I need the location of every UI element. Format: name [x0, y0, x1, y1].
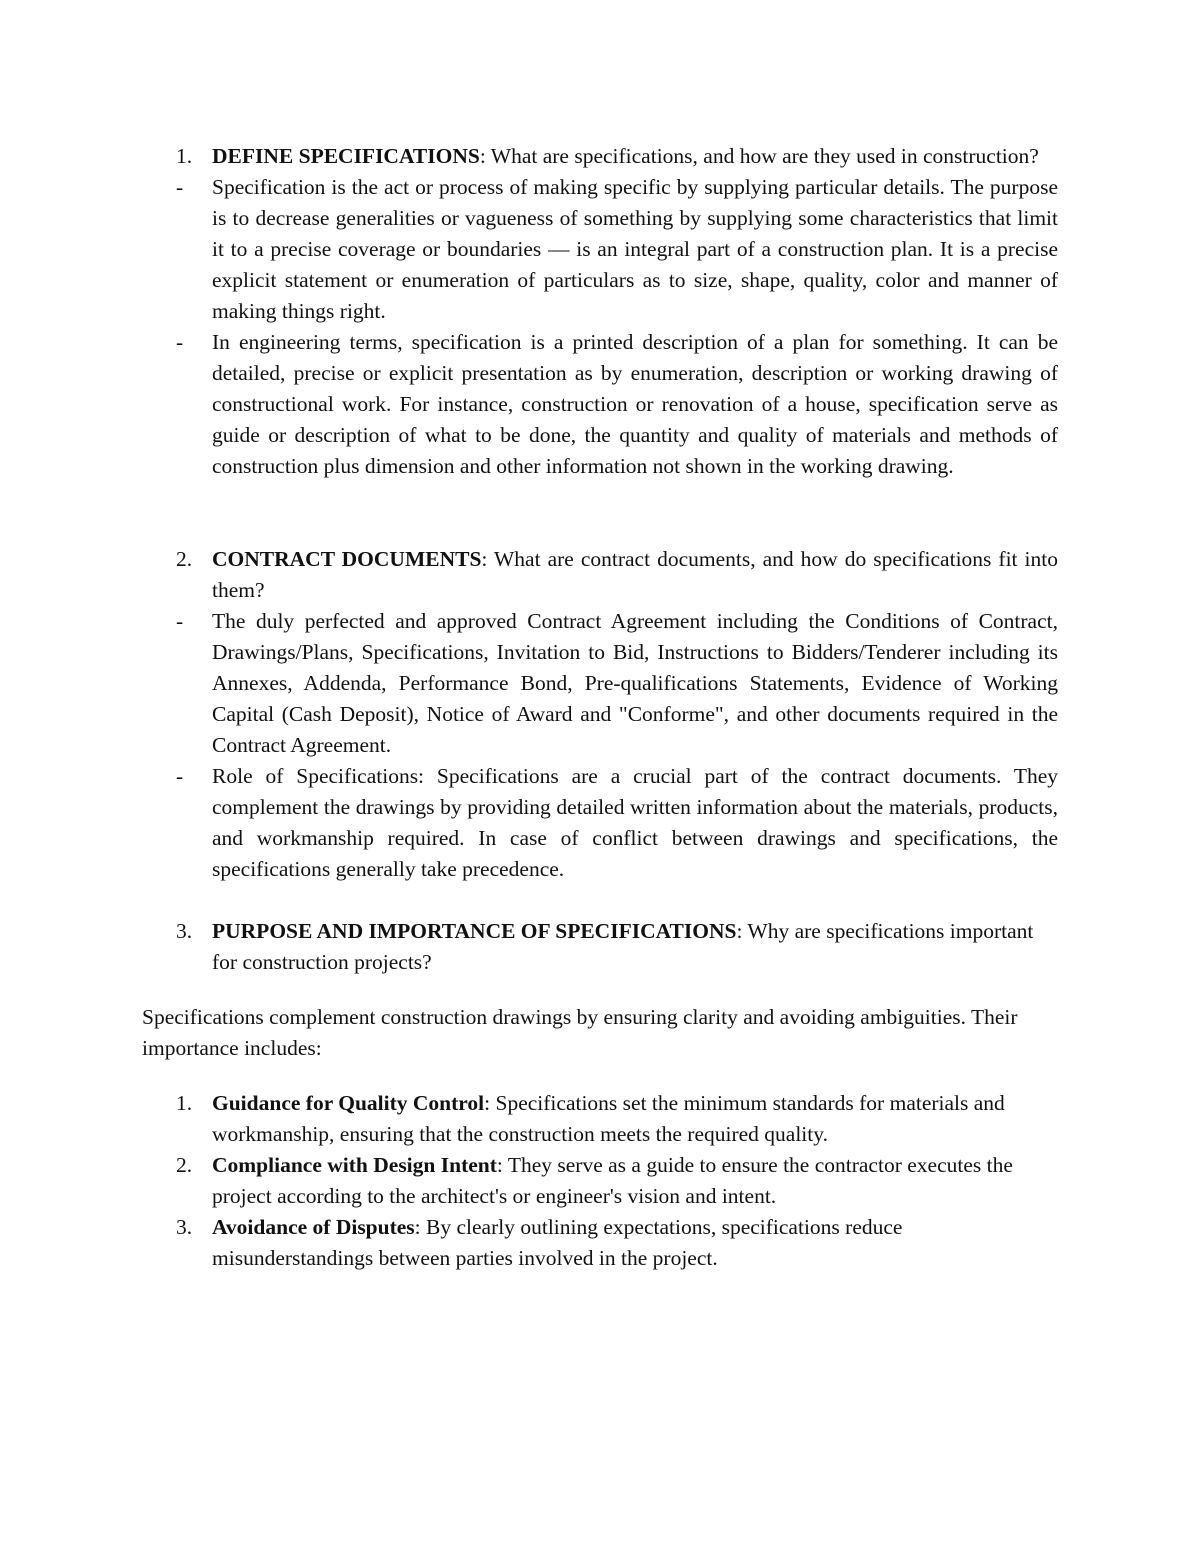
importance-3-number: 3. — [176, 1215, 193, 1239]
bullet-dash: - — [176, 609, 184, 633]
importance-3-text: : By clearly outlining expectations, specifications reduce misunderstandings between parties involved in the project. — [212, 1215, 903, 1270]
section-1-question-text: : What are specifications, and how are they used in construction? — [479, 144, 1039, 168]
bullet-text: In engineering terms, specification is a printed description of a plan for something. It can be detailed, precise or explicit presentation as by enumeration, description or working drawing of constructional work. For instance, construction or renovation of a house, specification serve as guide or description of what to be done, the quantity and quality of materials and methods of construction plus dimension and other information not shown in the working drawing. — [212, 330, 1058, 478]
importance-item-3 — [142, 1212, 1058, 1274]
section-3-question — [142, 916, 1058, 978]
importance-3-term: Avoidance of Disputes — [212, 1215, 415, 1239]
importance-1-number: 1. — [176, 1091, 193, 1115]
section-2-question — [142, 544, 1058, 606]
document-body — [142, 141, 1058, 1274]
importance-item-1 — [142, 1088, 1058, 1150]
bullet-text: Role of Specifications: Specifications are a crucial part of the contract documents. They complement the drawings by providing detailed written information about the materials, products, and workmanship required. In case of conflict between drawings and specifications, the specifications generally take precedence. — [212, 764, 1058, 881]
section-2-heading: CONTRACT DOCUMENTS — [212, 547, 482, 571]
section-1-bullet-2 — [142, 327, 1058, 482]
section-2-bullet-2 — [142, 761, 1058, 885]
section-3-question-text: : Why are specifications important for construction projects? — [212, 919, 1034, 974]
section-3-heading: PURPOSE AND IMPORTANCE OF SPECIFICATIONS — [212, 919, 737, 943]
section-2-number: 2. — [176, 547, 193, 571]
bullet-dash: - — [176, 330, 184, 354]
bullet-text: Specification is the act or process of making specific by supplying particular details. The purpose is to decrease generalities or vagueness of something by supplying some characteristics that limit it to a precise coverage or boundaries — is an integral part of a construction plan. It is a precise explicit statement or enumeration of particulars as to size, shape, quality, color and manner of making things right. — [212, 175, 1058, 323]
section-1-question — [142, 141, 1058, 172]
importance-2-text: : They serve as a guide to ensure the contractor executes the project according to the architect's or engineer's vision and intent. — [212, 1153, 1013, 1208]
section-1-bullet-1 — [142, 172, 1058, 327]
section-1-number: 1. — [176, 144, 193, 168]
importance-2-term: Compliance with Design Intent — [212, 1153, 497, 1177]
section-3-number: 3. — [176, 919, 193, 943]
section-1-heading: DEFINE SPECIFICATIONS — [212, 144, 480, 168]
section-2-question-text: : What are contract documents, and how do specifications fit into them? — [212, 547, 1058, 602]
importance-intro: Specifications complement construction drawings by ensuring clarity and avoiding ambiguities. Their importance includes: — [142, 1005, 1018, 1060]
bullet-dash: - — [176, 764, 184, 788]
importance-item-2 — [142, 1150, 1058, 1212]
section-2-bullet-1 — [142, 606, 1058, 761]
importance-2-number: 2. — [176, 1153, 193, 1177]
bullet-dash: - — [176, 175, 184, 199]
importance-1-term: Guidance for Quality Control — [212, 1091, 485, 1115]
bullet-text: The duly perfected and approved Contract Agreement including the Conditions of Contract, Drawings/Plans, Specifications, Invitation to Bid, Instructions to Bidders/Tenderer including its Annexes, Addenda, Performance Bond, Pre-qualifications Statements, Evidence of Working Capital (Cash Deposit), Notice of Award and "Conforme", and other documents required in the Contract Agreement. — [212, 609, 1058, 757]
importance-1-text: : Specifications set the minimum standards for materials and workmanship, ensuring that the construction meets the required quality. — [212, 1091, 1005, 1146]
